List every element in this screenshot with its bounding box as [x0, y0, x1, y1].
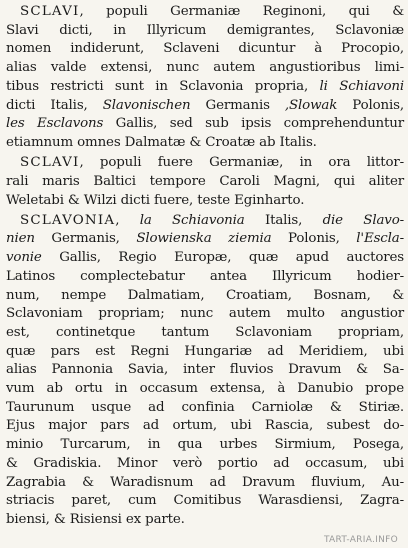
text-line: Taurunum usque ad confinia Carniolæ & Stiriæ.	[6, 399, 404, 415]
entry-heading-sclavonia: SCLAVONIA	[20, 212, 116, 228]
entry-heading-sclavi-2: SCLAVI	[20, 155, 80, 171]
text-line: biensi, & Risiensi ex parte.	[6, 511, 185, 527]
document-page	[6, 2, 404, 542]
text-line: Slavi dicti, in Illyricum demigrantes, Sclavoniæ	[6, 22, 404, 38]
text-line: dicti Italis, Slavonischen Germanis ,Slowak Polonis,	[6, 97, 404, 113]
text-line: SCLAVI, populi fuere Germaniæ, in ora littor-	[20, 155, 404, 171]
text-line: les Esclavons Gallis, sed sub ipsis comprehenduntur	[6, 116, 404, 132]
text-line: alias Pannonia Savia, inter fluvios Dravum & Sa-	[6, 362, 404, 378]
text-line: striacis paret, cum Comitibus Warasdiensi, Zagra-	[6, 493, 404, 509]
text-line: Weletabi & Wilzi dicti fuere, teste Eginharto.	[6, 192, 305, 208]
text-line: SCLAVI, populi Germaniæ Reginoni, qui &	[20, 4, 404, 19]
text-line: nien Germanis, Slowienska ziemia Polonis, l'Escla-	[6, 231, 404, 247]
text-line: tibus restricti sunt in Sclavonia propria, li Schiavoni	[6, 78, 404, 94]
entry-heading-sclavi: SCLAVI	[20, 4, 80, 19]
text-line: alias valde extensi, nunc autem angustioribus limi-	[6, 60, 404, 76]
text-line: Zagrabia & Waradisnum ad Dravum fluvium, Au-	[6, 474, 404, 490]
text-line: num, nempe Dalmatiam, Croatiam, Bosnam, &	[6, 287, 404, 303]
text-line: Ejus major pars ad ortum, ubi Rascia, subest do-	[6, 418, 404, 434]
text-line: rali maris Baltici tempore Caroli Magni, qui aliter	[6, 173, 404, 189]
text-line: etiamnum omnes Dalmatæ & Croatæ ab Italis.	[6, 134, 317, 150]
text-line: quæ pars est Regni Hungariæ ad Meridiem, ubi	[6, 343, 404, 359]
text-line: nomen indiderunt, Sclaveni dicuntur à Procopio,	[6, 41, 404, 57]
watermark: TART-ARIA.INFO	[323, 535, 398, 545]
text-line: SCLAVONIA, la Schiavonia Italis, die Slavo-	[20, 212, 404, 228]
text-line: minio Turcarum, in qua urbes Sirmium, Posega,	[6, 437, 404, 453]
text-line: est, continetque tantum Sclavoniam propriam,	[6, 324, 404, 340]
text-line: & Gradiskia. Minor verò portio ad occasum, ubi	[6, 455, 404, 471]
text-line: vonie Gallis, Regio Europæ, quæ apud auctores	[6, 250, 404, 266]
text-line: Sclavoniam propriam; nunc autem multo angustior	[6, 306, 404, 322]
text-line: vum ab ortu in occasum extensa, à Danubio prope	[6, 381, 404, 396]
text-line: Latinos complectebatur antea Illyricum hodier-	[6, 268, 404, 284]
